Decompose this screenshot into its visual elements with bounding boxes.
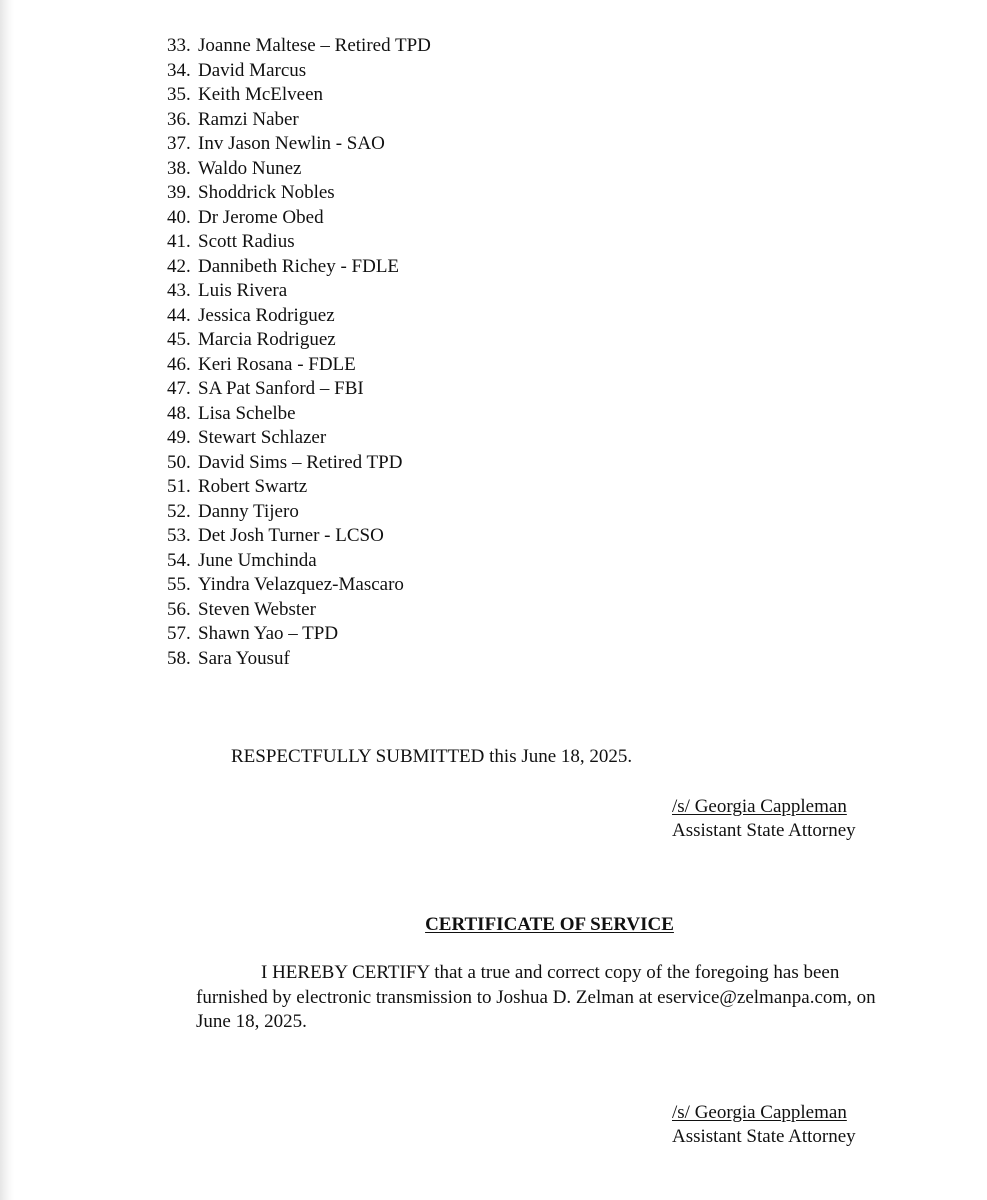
witness-item <box>167 230 431 255</box>
witness-item <box>167 83 431 108</box>
witness-number: 54. <box>167 549 191 571</box>
witness-number: 51. <box>167 476 191 497</box>
witness-item <box>167 157 431 182</box>
witness-name: Joanne Maltese – Retired TPD <box>198 35 431 56</box>
witness-item <box>167 132 431 157</box>
witness-number: 56. <box>167 598 191 620</box>
witness-number: 35. <box>167 84 191 105</box>
witness-number: 45. <box>167 329 191 350</box>
witness-name: Ramzi Naber <box>198 108 299 130</box>
witness-name: Shoddrick Nobles <box>198 182 335 203</box>
witness-number: 52. <box>167 500 191 522</box>
witness-number: 53. <box>167 525 191 546</box>
witness-name: David Sims – Retired TPD <box>198 451 403 473</box>
certificate-body <box>196 961 936 1035</box>
witness-name: Steven Webster <box>198 598 316 620</box>
witness-number: 55. <box>167 574 191 595</box>
witness-item <box>167 647 431 672</box>
witness-name: Dr Jerome Obed <box>198 206 324 228</box>
witness-item <box>167 34 431 59</box>
witness-name: Dannibeth Richey - FDLE <box>198 255 400 277</box>
witness-number: 40. <box>167 206 191 228</box>
witness-name: Sara Yousuf <box>198 647 290 669</box>
witness-item <box>167 181 431 206</box>
witness-name: Jessica Rodriguez <box>198 304 335 326</box>
witness-number: 37. <box>167 133 191 154</box>
signature-name: /s/ Georgia Cappleman <box>672 796 847 817</box>
witness-name: June Umchinda <box>198 549 317 571</box>
witness-item <box>167 549 431 574</box>
witness-name: Keri Rosana - FDLE <box>198 353 356 375</box>
witness-item <box>167 255 431 280</box>
witness-number: 44. <box>167 304 191 326</box>
witness-item <box>167 426 431 451</box>
signature-name: /s/ Georgia Cappleman <box>672 1102 847 1123</box>
witness-name: Det Josh Turner - LCSO <box>198 525 384 546</box>
witness-item <box>167 402 431 427</box>
witness-name: Marcia Rodriguez <box>198 329 336 350</box>
witness-number: 50. <box>167 451 191 473</box>
witness-item <box>167 524 431 549</box>
witness-name: Luis Rivera <box>198 280 288 301</box>
signature-block <box>672 1101 856 1149</box>
certificate-title: CERTIFICATE OF SERVICE <box>425 914 674 935</box>
witness-name: David Marcus <box>198 59 307 81</box>
witness-item <box>167 108 431 133</box>
witness-item <box>167 598 431 623</box>
witness-item <box>167 451 431 476</box>
witness-item <box>167 59 431 84</box>
witness-number: 41. <box>167 231 191 252</box>
witness-name: Danny Tijero <box>198 500 299 522</box>
witness-item <box>167 573 431 598</box>
witness-number: 42. <box>167 255 191 277</box>
witness-list <box>167 34 431 671</box>
respectfully-submitted-line: RESPECTFULLY SUBMITTED this June 18, 2025. <box>231 746 633 767</box>
witness-name: Robert Swartz <box>198 476 308 497</box>
witness-name: Scott Radius <box>198 231 295 252</box>
witness-number: 34. <box>167 59 191 81</box>
signature-title: Assistant State Attorney <box>672 820 856 841</box>
witness-item <box>167 279 431 304</box>
witness-name: Stewart Schlazer <box>198 427 327 448</box>
witness-name: Yindra Velazquez-Mascaro <box>198 574 404 595</box>
witness-number: 57. <box>167 623 191 644</box>
witness-item <box>167 377 431 402</box>
certificate-line: June 18, 2025. <box>196 1011 307 1032</box>
witness-item <box>167 328 431 353</box>
witness-item <box>167 475 431 500</box>
witness-name: Inv Jason Newlin - SAO <box>198 133 385 154</box>
witness-item <box>167 622 431 647</box>
witness-number: 48. <box>167 402 191 424</box>
witness-item <box>167 353 431 378</box>
witness-name: Keith McElveen <box>198 84 324 105</box>
witness-number: 58. <box>167 647 191 669</box>
witness-name: SA Pat Sanford – FBI <box>198 378 364 399</box>
signature-title: Assistant State Attorney <box>672 1126 856 1147</box>
witness-item <box>167 206 431 231</box>
signature-block <box>672 795 856 843</box>
certificate-line: furnished by electronic transmission to Joshua D. Zelman at eservice@zelmanpa.com, on <box>196 986 876 1008</box>
witness-name: Lisa Schelbe <box>198 402 296 424</box>
witness-number: 43. <box>167 280 191 301</box>
witness-number: 36. <box>167 108 191 130</box>
certificate-line: I HEREBY CERTIFY that a true and correct copy of the foregoing has been <box>261 962 840 983</box>
witness-name: Waldo Nunez <box>198 157 302 179</box>
witness-item <box>167 500 431 525</box>
witness-number: 38. <box>167 157 191 179</box>
witness-number: 49. <box>167 427 191 448</box>
witness-number: 47. <box>167 378 191 399</box>
witness-name: Shawn Yao – TPD <box>198 623 339 644</box>
witness-number: 39. <box>167 182 191 203</box>
witness-number: 33. <box>167 35 191 56</box>
witness-number: 46. <box>167 353 191 375</box>
page-edge-shadow <box>0 0 14 1200</box>
witness-item <box>167 304 431 329</box>
